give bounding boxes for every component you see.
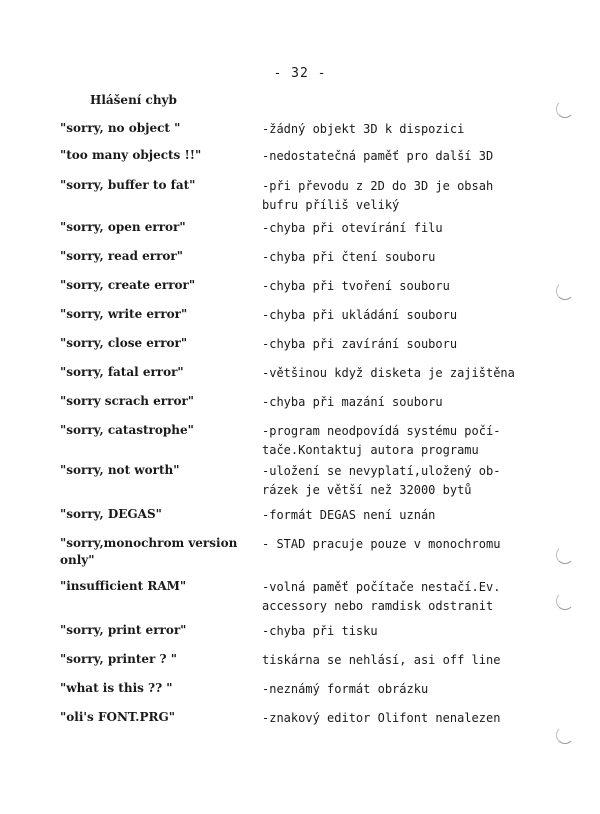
- error-message: "sorry, printer ? ": [60, 652, 177, 666]
- error-description: -žádný objekt 3D k dispozici: [262, 122, 465, 136]
- error-description: -uložení se nevyplatí,uložený ob- rázek je větší než 32000 bytů: [262, 464, 501, 497]
- error-description: -chyba při tvoření souboru: [262, 279, 450, 293]
- error-message: "sorry, DEGAS": [60, 507, 162, 521]
- error-message: "sorry, read error": [60, 249, 183, 263]
- error-description: -neznámý formát obrázku: [262, 682, 429, 696]
- error-message: "sorry, not worth": [60, 463, 180, 477]
- binder-hole-mark: [556, 100, 574, 118]
- error-message: "sorry, no object ": [60, 121, 181, 135]
- error-description: -chyba při zavírání souboru: [262, 337, 458, 351]
- binder-hole-mark: [556, 726, 574, 744]
- error-description: -znakový editor Olifont nenalezen: [262, 711, 501, 725]
- error-description: -formát DEGAS není uznán: [262, 508, 436, 522]
- error-message: "too many objects !!": [60, 148, 202, 162]
- error-message: "sorry,monochrom version only": [60, 536, 238, 567]
- error-description: tiskárna se nehlásí, asi off line: [262, 653, 501, 667]
- error-description: -chyba při otevírání filu: [262, 221, 443, 235]
- error-description: -většinou když disketa je zajištěna: [262, 366, 515, 380]
- error-description: -nedostatečná paměť pro další 3D: [262, 149, 494, 163]
- error-message: "sorry, print error": [60, 623, 187, 637]
- error-message: "oli's FONT.PRG": [60, 710, 175, 724]
- error-message: "sorry, open error": [60, 220, 186, 234]
- error-description: -chyba při tisku: [262, 624, 378, 638]
- error-message: "sorry, create error": [60, 278, 196, 292]
- binder-hole-mark: [556, 592, 574, 610]
- error-message: "sorry, fatal error": [60, 365, 184, 379]
- binder-hole-mark: [556, 546, 574, 564]
- error-message: "sorry, close error": [60, 336, 188, 350]
- error-description: - STAD pracuje pouze v monochromu: [262, 537, 501, 551]
- page-number: - 32 -: [273, 66, 327, 81]
- error-message: "what is this ?? ": [60, 681, 173, 695]
- error-message: "sorry scrach error": [60, 394, 195, 408]
- error-message: "sorry, write error": [60, 307, 188, 321]
- error-message: "sorry, buffer to fat": [60, 178, 196, 192]
- error-description: -volná paměť počítače nestačí.Ev. accessory nebo ramdisk odstranit: [262, 580, 501, 613]
- error-description: -program neodpovídá systému počí- tače.Kontaktuj autora programu: [262, 424, 501, 457]
- error-description: -při převodu z 2D do 3D je obsah bufru příliš veliký: [262, 179, 494, 212]
- error-description: -chyba při mazání souboru: [262, 395, 443, 409]
- binder-hole-mark: [556, 282, 574, 300]
- error-message: "sorry, catastrophe": [60, 423, 194, 437]
- error-description: -chyba při čtení souboru: [262, 250, 436, 264]
- error-description: -chyba při ukládání souboru: [262, 308, 458, 322]
- error-message: "insufficient RAM": [60, 579, 187, 593]
- section-title: Hlášení chyb: [90, 93, 177, 107]
